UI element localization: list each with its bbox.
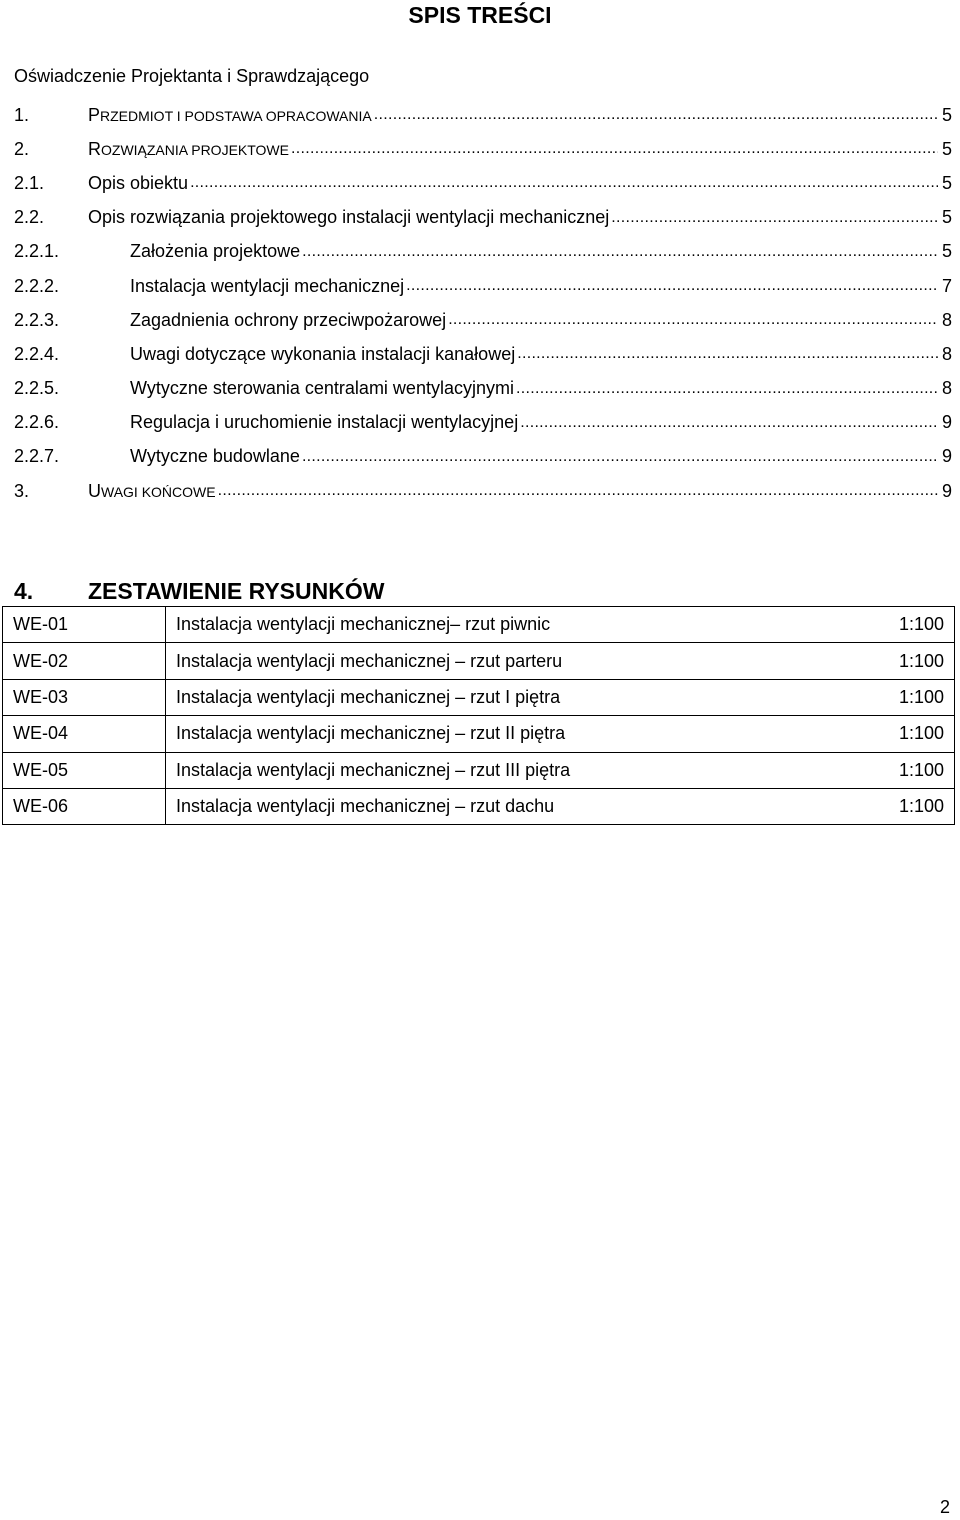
toc-entry-number: 2.2.6. <box>14 412 60 433</box>
toc-entry-1[interactable] <box>14 98 952 132</box>
toc-leader-dots <box>516 380 938 398</box>
table-row <box>3 716 955 752</box>
toc-leader-dots <box>302 448 938 466</box>
drawing-scale: 1:100 <box>824 788 955 824</box>
toc-entry-title-rest: RZEDMIOT I PODSTAWA OPRACOWANIA <box>100 107 372 124</box>
toc-entry-page: 9 <box>941 446 952 467</box>
drawing-scale: 1:100 <box>824 716 955 752</box>
table-row <box>3 752 955 788</box>
toc-entry-page: 8 <box>941 378 952 399</box>
toc-leader-dots <box>520 414 938 432</box>
drawing-code: WE-03 <box>3 679 166 715</box>
toc-entry-number: 2.1. <box>14 172 45 193</box>
toc-entry-2-2-2[interactable] <box>14 269 952 303</box>
toc-entry-number: 2.2.3. <box>14 309 60 330</box>
section-title: ZESTAWIENIE RYSUNKÓW <box>88 578 385 604</box>
toc-entry-number: 3. <box>14 480 30 501</box>
toc-entry-number: 2. <box>14 138 30 159</box>
toc-entry-number: 2.2.7. <box>14 446 60 467</box>
drawings-table <box>2 606 955 825</box>
drawing-scale: 1:100 <box>824 752 955 788</box>
toc-leader-dots <box>218 482 938 500</box>
toc-entry-title: Opis obiektu <box>88 172 189 193</box>
drawing-code: WE-02 <box>3 643 166 679</box>
toc-entry-title: Regulacja i uruchomienie instalacji wentylacyjnej <box>130 412 519 433</box>
toc-entry-title: Uwagi dotyczące wykonania instalacji kanałowej <box>130 343 516 364</box>
drawing-description: Instalacja wentylacji mechanicznej– rzut piwnic <box>166 607 825 643</box>
toc-leader-dots <box>302 243 938 261</box>
toc-entry-title-cap: U <box>88 480 101 501</box>
toc-entry-2[interactable] <box>14 132 952 166</box>
toc-entry-page: 5 <box>941 104 952 125</box>
toc-entry-number: 2.2. <box>14 207 45 228</box>
drawing-scale: 1:100 <box>824 607 955 643</box>
toc-entry-title-rest: OZWIĄZANIA PROJEKTOWE <box>101 141 289 158</box>
toc-entry-title <box>88 105 374 126</box>
toc-entry-number: 1. <box>14 104 30 125</box>
toc-entry-title-cap: R <box>88 138 101 159</box>
toc-entry-2-1[interactable] <box>14 166 952 200</box>
toc-leader-dots <box>190 174 938 192</box>
drawing-code: WE-04 <box>3 716 166 752</box>
toc-entry-2-2-5[interactable] <box>14 372 952 406</box>
toc-leader-dots <box>374 106 938 124</box>
toc-entry-number: 2.2.4. <box>14 343 60 364</box>
toc-entry-page: 5 <box>941 138 952 159</box>
toc-entry-title: Wytyczne budowlane <box>130 446 300 467</box>
table-row <box>3 643 955 679</box>
drawing-description: Instalacja wentylacji mechanicznej – rzut I piętra <box>166 679 825 715</box>
drawing-description: Instalacja wentylacji mechanicznej – rzut III piętra <box>166 752 825 788</box>
toc-entry-page: 9 <box>941 412 952 433</box>
drawing-code: WE-05 <box>3 752 166 788</box>
toc-entry-title: Założenia projektowe <box>130 241 301 262</box>
table-row <box>3 679 955 715</box>
drawings-section-heading <box>14 574 384 608</box>
toc-leader-dots <box>611 209 938 227</box>
toc-entry-2-2-6[interactable] <box>14 406 952 440</box>
toc-entry-3[interactable] <box>14 474 952 508</box>
toc-entry-2-2-7[interactable] <box>14 440 952 474</box>
toc-entry-page: 5 <box>941 241 952 262</box>
toc-entry-title: Instalacja wentylacji mechanicznej <box>130 275 405 296</box>
toc-entry-title-cap: P <box>88 104 101 125</box>
drawing-description: Instalacja wentylacji mechanicznej – rzut dachu <box>166 788 825 824</box>
table-row <box>3 788 955 824</box>
toc-entry-title: Opis rozwiązania projektowego instalacji wentylacji mechanicznej <box>88 207 610 228</box>
toc-entry-number: 2.2.5. <box>14 378 60 399</box>
toc-entry-page: 5 <box>941 207 952 228</box>
toc-leader-dots <box>291 140 938 158</box>
toc-entry-number: 2.2.1. <box>14 241 60 262</box>
drawing-code: WE-01 <box>3 607 166 643</box>
toc-leader-dots <box>406 277 938 295</box>
toc-entry-title <box>88 481 218 502</box>
table-of-contents <box>14 98 952 508</box>
toc-entry-2-2-3[interactable] <box>14 303 952 337</box>
drawing-scale: 1:100 <box>824 643 955 679</box>
page-number: 2 <box>939 1497 950 1517</box>
toc-entry-page: 8 <box>941 343 952 364</box>
toc-entry-page: 7 <box>941 275 952 296</box>
toc-entry-2-2[interactable] <box>14 201 952 235</box>
drawing-scale: 1:100 <box>824 679 955 715</box>
table-row <box>3 607 955 643</box>
section-number: 4. <box>14 578 34 604</box>
drawing-description: Instalacja wentylacji mechanicznej – rzut parteru <box>166 643 825 679</box>
statement-entry[interactable]: Oświadczenie Projektanta i Sprawdzającego <box>14 66 370 86</box>
toc-leader-dots <box>517 345 938 363</box>
toc-entry-title <box>88 139 291 160</box>
toc-leader-dots <box>448 311 938 329</box>
page-title: SPIS TREŚCI <box>408 2 552 28</box>
toc-entry-number: 2.2.2. <box>14 275 60 296</box>
toc-entry-title: Zagadnienia ochrony przeciwpożarowej <box>130 309 447 330</box>
toc-entry-page: 9 <box>941 480 952 501</box>
toc-entry-title-rest: WAGI KOŃCOWE <box>101 483 216 500</box>
toc-entry-2-2-4[interactable] <box>14 337 952 371</box>
drawing-code: WE-06 <box>3 788 166 824</box>
toc-entry-2-2-1[interactable] <box>14 235 952 269</box>
toc-entry-title: Wytyczne sterowania centralami wentylacyjnymi <box>130 378 514 399</box>
toc-entry-page: 5 <box>941 172 952 193</box>
toc-entry-page: 8 <box>941 309 952 330</box>
drawing-description: Instalacja wentylacji mechanicznej – rzut II piętra <box>166 716 825 752</box>
